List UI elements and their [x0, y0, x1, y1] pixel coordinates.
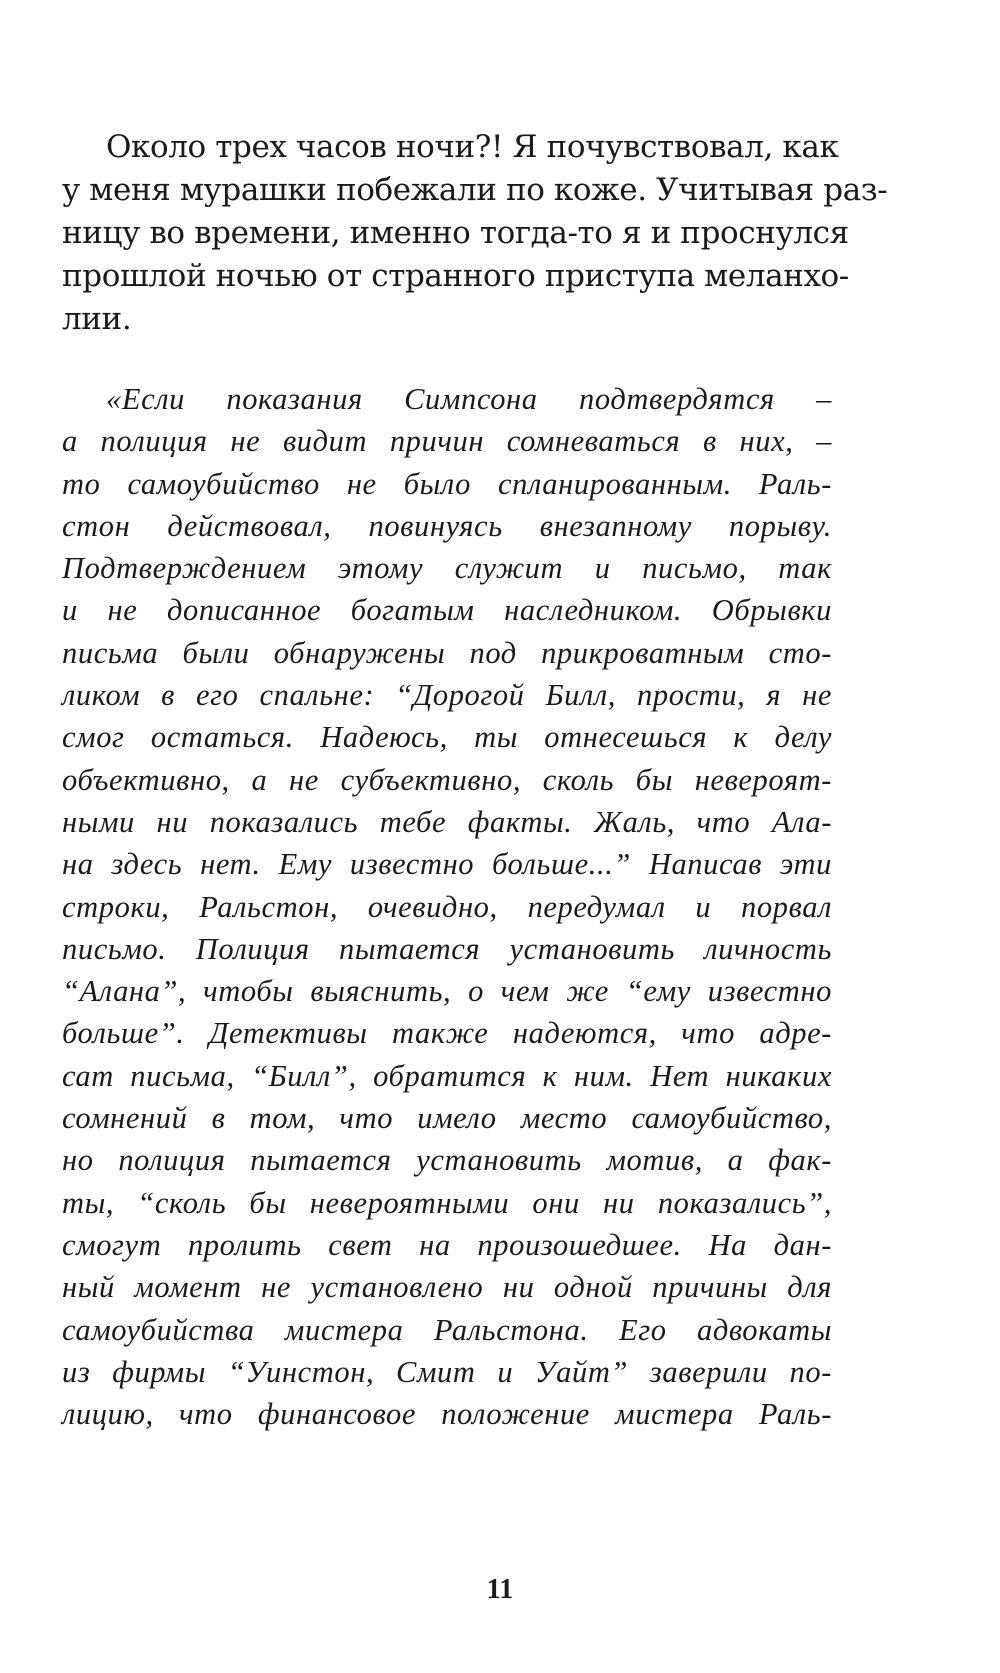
paragraph-italic-quote	[62, 378, 832, 1435]
text-line: ными ни показались тебе факты. Жаль, что Ала-	[62, 804, 832, 839]
text-line: у меня мурашки побежали по коже. Учитывая раз-	[62, 172, 888, 208]
text-line: смогут пролить свет на произошедшее. На дан-	[62, 1227, 832, 1262]
text-line: Около трех часов ночи?! Я почувствовал, как	[106, 129, 839, 165]
text-line: письма были обнаружены под прикроватным сто-	[62, 635, 832, 670]
text-line: Подтверждением этому служит и письмо, так	[62, 551, 832, 586]
text-line: строки, Ральстон, очевидно, передумал и порвал	[62, 889, 832, 924]
text-line: “Алана”, чтобы выяснить, о чем же “ему известно	[62, 974, 832, 1009]
text-line: «Если показания Симпсона подтвердятся –	[106, 382, 832, 416]
text-line: смог остаться. Надеюсь, ты отнесешься к делу	[62, 720, 832, 755]
text-line: лицию, что финансовое положение мистера Раль-	[62, 1397, 832, 1432]
text-line: самоубийства мистера Ральстона. Его адвокаты	[62, 1312, 832, 1347]
text-line: прошлой ночью от странного приступа меланхо-	[62, 258, 849, 294]
paragraph-upright	[62, 126, 888, 341]
text-line: то самоубийство не было спланированным. Раль-	[62, 466, 832, 501]
text-line: на здесь нет. Ему известно больше...” Написав эти	[62, 847, 832, 882]
text-line: стон действовал, повинуясь внезапному порыву.	[62, 508, 832, 543]
text-line: ликом в его спальне: “Дорогой Билл, прости, я не	[62, 678, 832, 713]
text-line: ницу во времени, именно тогда-то я и проснулся	[62, 215, 849, 251]
text-line: из фирмы “Уинстон, Смит и Уайт” заверили по-	[62, 1354, 832, 1389]
text-line: больше”. Детективы также надеются, что адре-	[62, 1016, 832, 1051]
text-line: лии.	[62, 301, 132, 337]
text-line: письмо. Полиция пытается установить личность	[62, 931, 832, 966]
page-number: 11	[486, 1574, 514, 1605]
text-line: ты, “сколь бы невероятными они ни показались”,	[62, 1185, 832, 1220]
text-line: объективно, а не субъективно, сколь бы невероят-	[62, 762, 832, 797]
text-line: сат письма, “Билл”, обратится к ним. Нет никаких	[62, 1058, 832, 1093]
text-line: но полиция пытается установить мотив, а фак-	[62, 1143, 832, 1178]
text-line: ный момент не установлено ни одной причины для	[62, 1270, 832, 1305]
text-line: а полиция не видит причин сомневаться в них, –	[62, 424, 832, 459]
text-line: и не дописанное богатым наследником. Обрывки	[62, 593, 832, 628]
text-line: сомнений в том, что имело место самоубийство,	[62, 1101, 832, 1136]
